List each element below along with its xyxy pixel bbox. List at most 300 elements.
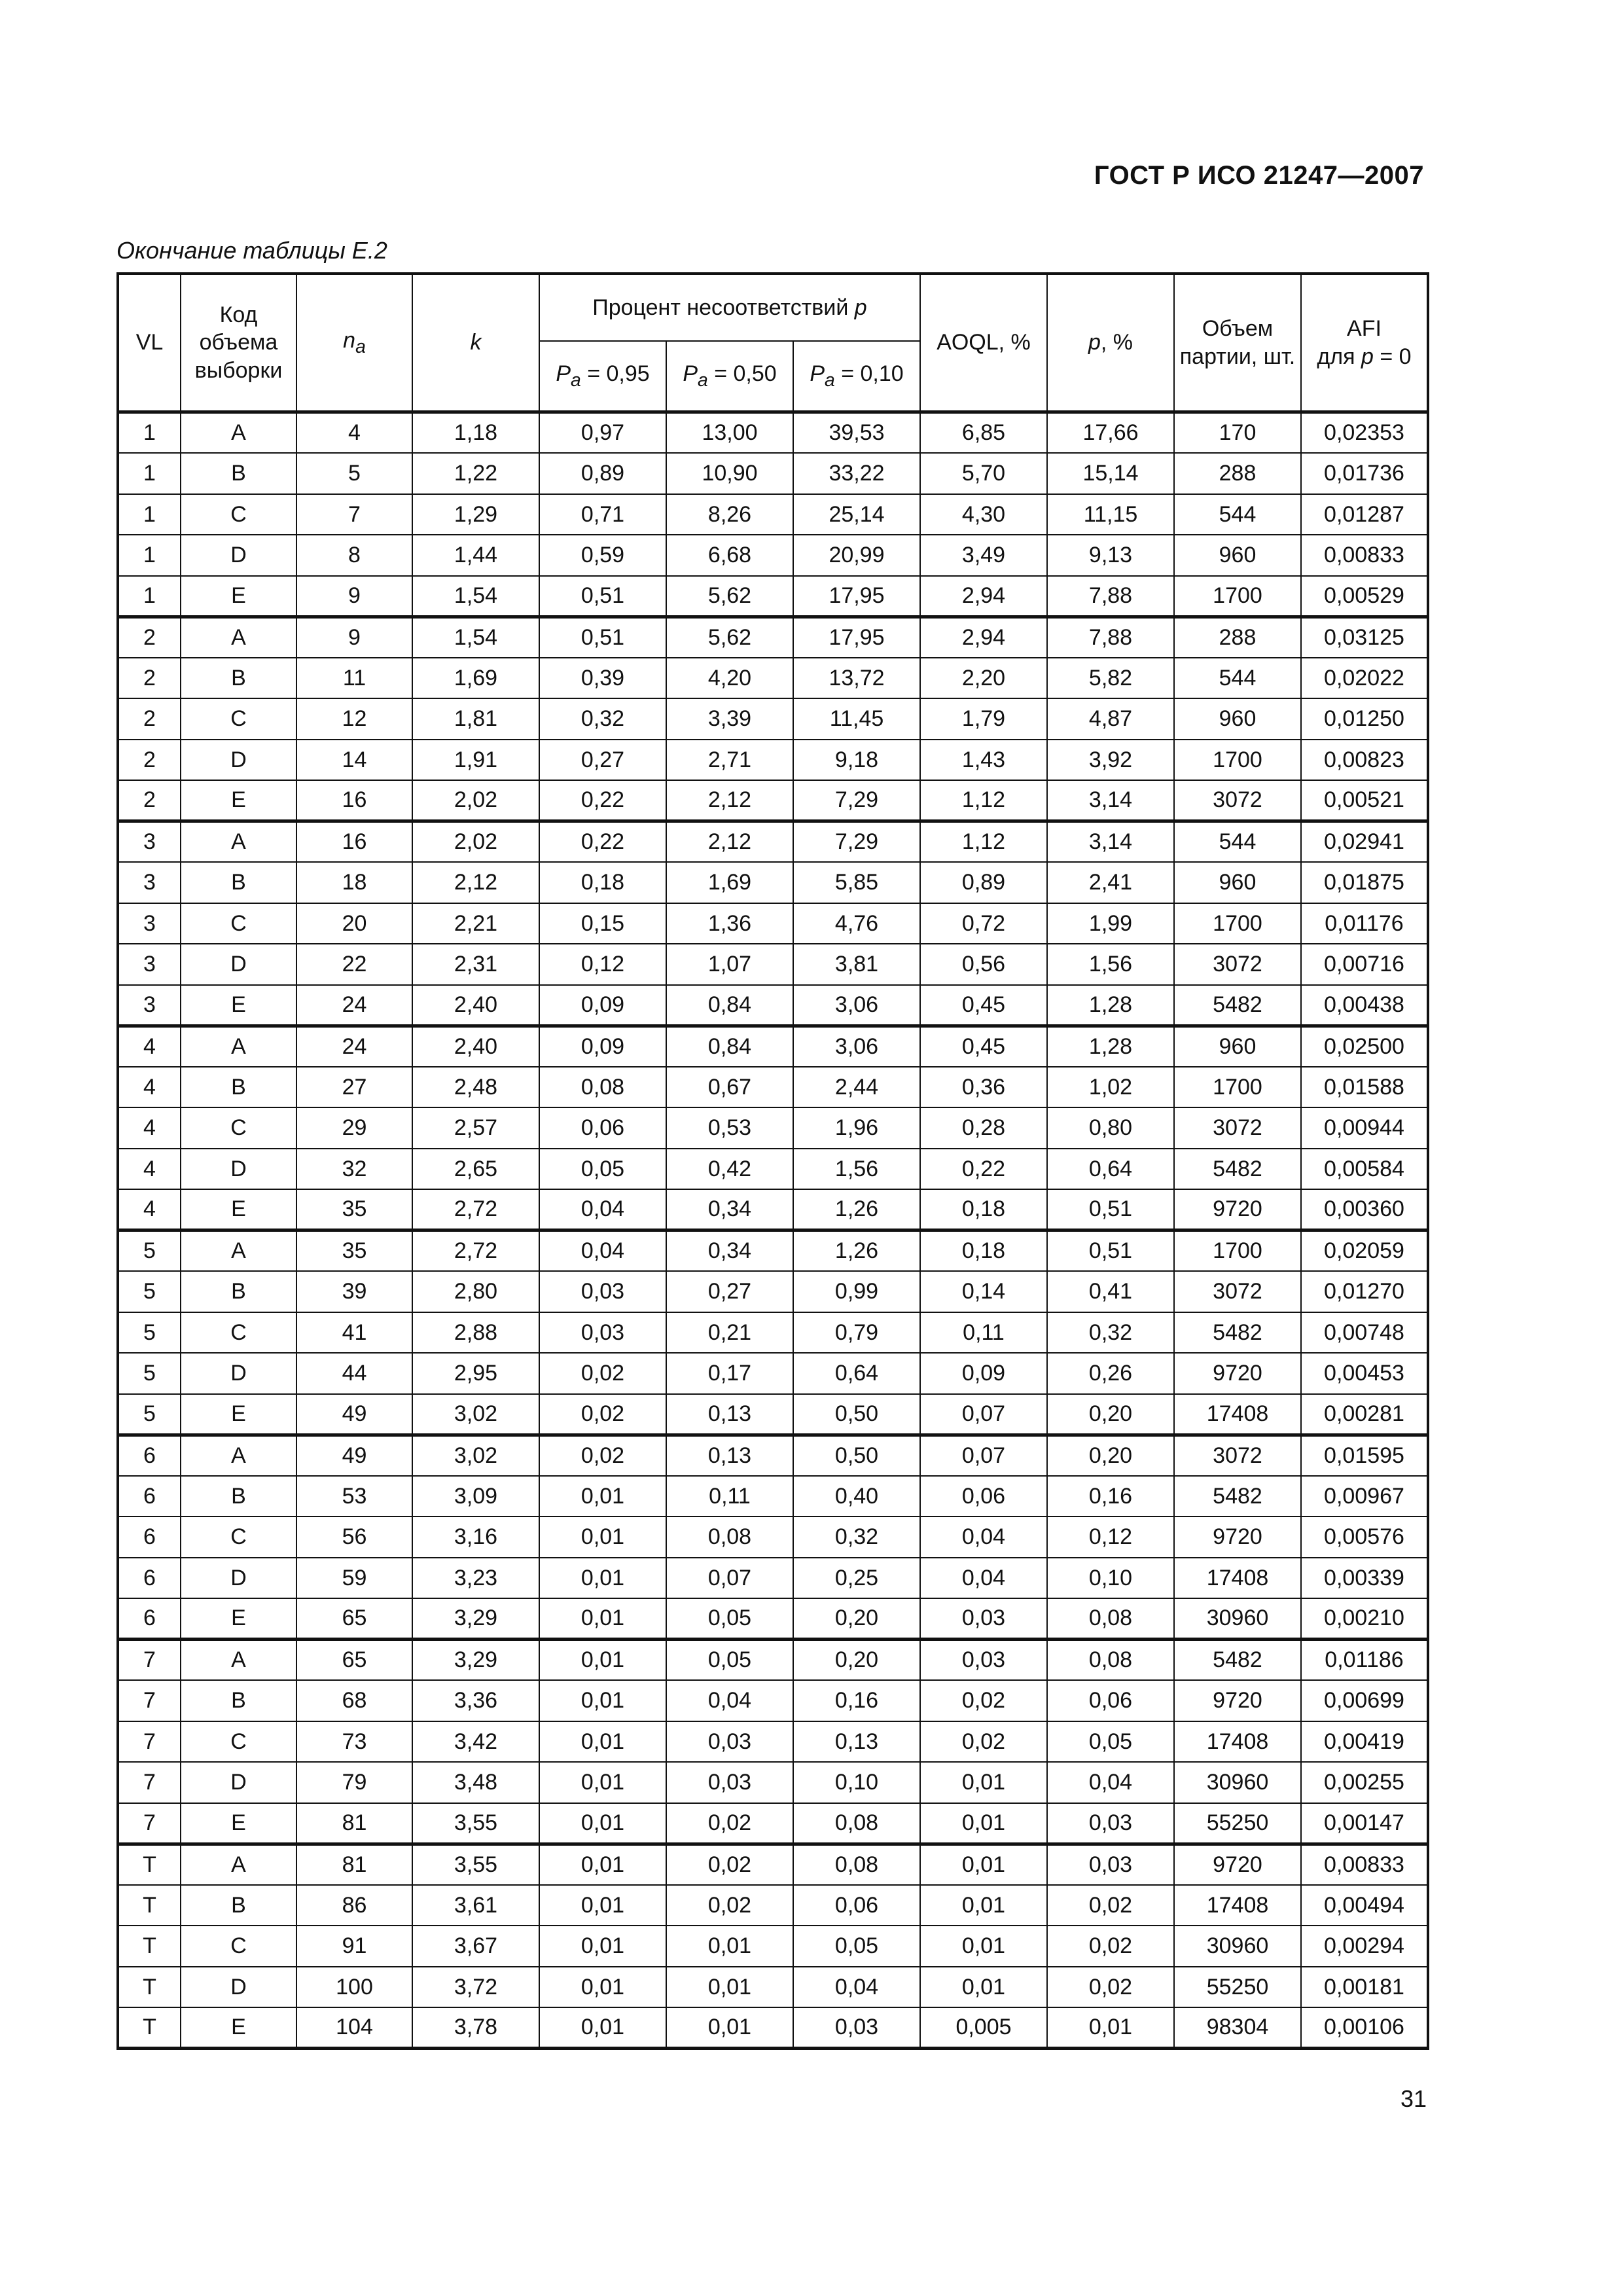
pa050-cell: 2,12 [666, 821, 793, 863]
k-cell: 2,48 [412, 1067, 539, 1108]
code-cell: B [181, 1271, 296, 1312]
pa095-cell: 0,03 [539, 1271, 666, 1312]
pa050-cell: 0,01 [666, 1926, 793, 1967]
pa095-cell: 0,04 [539, 1189, 666, 1230]
code-cell: D [181, 1149, 296, 1190]
na-cell: 29 [296, 1107, 412, 1149]
pa095-cell: 0,02 [539, 1394, 666, 1435]
table-row [118, 1189, 1428, 1230]
header-sample-code: Код объема выборки [181, 274, 296, 412]
lot-size-cell: 1700 [1174, 903, 1301, 944]
vl-cell: 6 [118, 1598, 181, 1640]
code-cell: A [181, 412, 296, 454]
afi-cell: 0,00438 [1301, 985, 1428, 1026]
na-cell: 65 [296, 1598, 412, 1640]
afi-cell: 0,01270 [1301, 1271, 1428, 1312]
lot-size-cell: 3072 [1174, 1271, 1301, 1312]
pa050-cell: 0,03 [666, 1721, 793, 1763]
pa010-cell: 7,29 [793, 821, 920, 863]
pa050-cell: 1,07 [666, 944, 793, 985]
aoql-cell: 0,45 [920, 985, 1047, 1026]
pa095-cell: 0,01 [539, 1926, 666, 1967]
lot-size-cell: 17408 [1174, 1394, 1301, 1435]
k-cell: 3,29 [412, 1598, 539, 1640]
table-row [118, 1516, 1428, 1558]
aoql-cell: 2,94 [920, 617, 1047, 658]
k-cell: 2,80 [412, 1271, 539, 1312]
header-pa-095: $P_a = 0,95$ [539, 341, 666, 412]
aoql-cell: 0,11 [920, 1312, 1047, 1354]
pa010-cell: 0,10 [793, 1762, 920, 1803]
vl-cell: 4 [118, 1107, 181, 1149]
p-percent-cell: 15,14 [1047, 453, 1174, 494]
lot-size-cell: 3072 [1174, 944, 1301, 985]
pa050-cell: 0,02 [666, 1844, 793, 1885]
vl-cell: 6 [118, 1435, 181, 1476]
pa010-cell: 0,16 [793, 1680, 920, 1721]
k-cell: 2,40 [412, 1026, 539, 1067]
pa050-cell: 0,17 [666, 1353, 793, 1394]
pa095-cell: 0,01 [539, 1476, 666, 1517]
lot-size-cell: 960 [1174, 1026, 1301, 1067]
afi-cell: 0,00106 [1301, 2007, 1428, 2049]
pa010-cell: 2,44 [793, 1067, 920, 1108]
header-pa-010: $P_a = 0,10$ [793, 341, 920, 412]
lot-size-cell: 30960 [1174, 1762, 1301, 1803]
pa050-cell: 0,21 [666, 1312, 793, 1354]
k-cell: 2,65 [412, 1149, 539, 1190]
lot-size-cell: 288 [1174, 453, 1301, 494]
pa010-cell: 0,20 [793, 1640, 920, 1681]
afi-cell: 0,02059 [1301, 1230, 1428, 1272]
pa050-cell: 4,20 [666, 658, 793, 699]
vl-cell: 7 [118, 1680, 181, 1721]
pa010-cell: 0,08 [793, 1803, 920, 1844]
lot-size-cell: 17408 [1174, 1721, 1301, 1763]
pa050-cell: 0,02 [666, 1885, 793, 1926]
aoql-cell: 0,01 [920, 1803, 1047, 1844]
p-percent-cell: 0,41 [1047, 1271, 1174, 1312]
lot-size-cell: 960 [1174, 535, 1301, 576]
vl-cell: 2 [118, 780, 181, 821]
pa095-cell: 0,27 [539, 740, 666, 781]
vl-cell: 3 [118, 944, 181, 985]
pa095-cell: 0,06 [539, 1107, 666, 1149]
code-cell: E [181, 1189, 296, 1230]
na-cell: 44 [296, 1353, 412, 1394]
lot-size-cell: 170 [1174, 412, 1301, 454]
p-percent-cell: 0,20 [1047, 1394, 1174, 1435]
p-percent-cell: 1,56 [1047, 944, 1174, 985]
na-cell: 59 [296, 1558, 412, 1599]
pa050-cell: 0,42 [666, 1149, 793, 1190]
table-row [118, 862, 1428, 903]
lot-size-cell: 55250 [1174, 1967, 1301, 2008]
aoql-cell: 4,30 [920, 494, 1047, 535]
aoql-cell: 0,09 [920, 1353, 1047, 1394]
vl-cell: 1 [118, 494, 181, 535]
pa010-cell: 9,18 [793, 740, 920, 781]
table-row [118, 985, 1428, 1026]
aoql-cell: 0,22 [920, 1149, 1047, 1190]
p-percent-cell: 17,66 [1047, 412, 1174, 454]
pa095-cell: 0,39 [539, 658, 666, 699]
aoql-cell: 0,02 [920, 1680, 1047, 1721]
table-row [118, 1149, 1428, 1190]
k-cell: 3,02 [412, 1394, 539, 1435]
aoql-cell: 0,14 [920, 1271, 1047, 1312]
code-cell: C [181, 1721, 296, 1763]
na-cell: 68 [296, 1680, 412, 1721]
aoql-cell: 0,18 [920, 1189, 1047, 1230]
table-row [118, 780, 1428, 821]
afi-cell: 0,00453 [1301, 1353, 1428, 1394]
vl-cell: 2 [118, 617, 181, 658]
code-cell: C [181, 698, 296, 740]
k-cell: 3,48 [412, 1762, 539, 1803]
na-cell: 56 [296, 1516, 412, 1558]
pa050-cell: 1,36 [666, 903, 793, 944]
afi-cell: 0,00967 [1301, 1476, 1428, 1517]
afi-cell: 0,00576 [1301, 1516, 1428, 1558]
aoql-cell: 1,12 [920, 821, 1047, 863]
afi-cell: 0,01176 [1301, 903, 1428, 944]
k-cell: 3,36 [412, 1680, 539, 1721]
k-cell: 2,72 [412, 1230, 539, 1272]
vl-cell: T [118, 1844, 181, 1885]
p-percent-cell: 0,16 [1047, 1476, 1174, 1517]
k-cell: 2,40 [412, 985, 539, 1026]
p-percent-cell: 0,05 [1047, 1721, 1174, 1763]
k-cell: 2,12 [412, 862, 539, 903]
lot-size-cell: 30960 [1174, 1598, 1301, 1640]
header-afi: AFI для p = 0 [1301, 274, 1428, 412]
pa095-cell: 0,22 [539, 821, 666, 863]
afi-cell: 0,02353 [1301, 412, 1428, 454]
pa095-cell: 0,01 [539, 1967, 666, 2008]
lot-size-cell: 3072 [1174, 1435, 1301, 1476]
na-cell: 35 [296, 1230, 412, 1272]
table-row [118, 576, 1428, 617]
lot-size-cell: 544 [1174, 821, 1301, 863]
pa095-cell: 0,03 [539, 1312, 666, 1354]
pa050-cell: 0,03 [666, 1762, 793, 1803]
vl-cell: 4 [118, 1189, 181, 1230]
p-percent-cell: 9,13 [1047, 535, 1174, 576]
pa010-cell: 0,64 [793, 1353, 920, 1394]
vl-cell: 2 [118, 698, 181, 740]
aoql-cell: 0,72 [920, 903, 1047, 944]
code-cell: A [181, 1026, 296, 1067]
aoql-cell: 0,01 [920, 1967, 1047, 2008]
pa050-cell: 1,69 [666, 862, 793, 903]
page-number: 31 [1400, 2085, 1427, 2112]
k-cell: 1,18 [412, 412, 539, 454]
lot-size-cell: 1700 [1174, 576, 1301, 617]
aoql-cell: 0,04 [920, 1558, 1047, 1599]
lot-size-cell: 55250 [1174, 1803, 1301, 1844]
afi-cell: 0,00419 [1301, 1721, 1428, 1763]
p-percent-cell: 0,51 [1047, 1189, 1174, 1230]
code-cell: A [181, 1640, 296, 1681]
p-percent-cell: 0,02 [1047, 1926, 1174, 1967]
vl-cell: 7 [118, 1721, 181, 1763]
table-row [118, 1926, 1428, 1967]
aoql-cell: 0,01 [920, 1844, 1047, 1885]
na-cell: 5 [296, 453, 412, 494]
afi-cell: 0,00339 [1301, 1558, 1428, 1599]
pa010-cell: 0,13 [793, 1721, 920, 1763]
aoql-cell: 0,89 [920, 862, 1047, 903]
k-cell: 2,57 [412, 1107, 539, 1149]
afi-cell: 0,03125 [1301, 617, 1428, 658]
na-cell: 11 [296, 658, 412, 699]
code-cell: B [181, 453, 296, 494]
na-cell: 49 [296, 1435, 412, 1476]
vl-cell: 5 [118, 1312, 181, 1354]
vl-cell: T [118, 1926, 181, 1967]
na-cell: 22 [296, 944, 412, 985]
table-row [118, 412, 1428, 454]
pa095-cell: 0,04 [539, 1230, 666, 1272]
table-row [118, 535, 1428, 576]
table-row [118, 1885, 1428, 1926]
lot-size-cell: 1700 [1174, 740, 1301, 781]
header-na: $n_a$ [296, 274, 412, 412]
aoql-cell: 1,43 [920, 740, 1047, 781]
vl-cell: 6 [118, 1558, 181, 1599]
k-cell: 2,02 [412, 821, 539, 863]
lot-size-cell: 3072 [1174, 1107, 1301, 1149]
lot-size-cell: 30960 [1174, 1926, 1301, 1967]
afi-cell: 0,01595 [1301, 1435, 1428, 1476]
pa095-cell: 0,32 [539, 698, 666, 740]
p-percent-cell: 5,82 [1047, 658, 1174, 699]
k-cell: 3,23 [412, 1558, 539, 1599]
na-cell: 16 [296, 821, 412, 863]
k-cell: 3,09 [412, 1476, 539, 1517]
pa010-cell: 17,95 [793, 617, 920, 658]
afi-cell: 0,00494 [1301, 1885, 1428, 1926]
pa010-cell: 0,25 [793, 1558, 920, 1599]
na-cell: 7 [296, 494, 412, 535]
pa095-cell: 0,71 [539, 494, 666, 535]
pa010-cell: 1,26 [793, 1230, 920, 1272]
vl-cell: 1 [118, 576, 181, 617]
aoql-cell: 0,005 [920, 2007, 1047, 2049]
p-percent-cell: 0,51 [1047, 1230, 1174, 1272]
k-cell: 1,54 [412, 617, 539, 658]
table-row [118, 1803, 1428, 1844]
pa095-cell: 0,01 [539, 1558, 666, 1599]
afi-cell: 0,01186 [1301, 1640, 1428, 1681]
afi-cell: 0,00529 [1301, 576, 1428, 617]
vl-cell: 7 [118, 1803, 181, 1844]
na-cell: 9 [296, 617, 412, 658]
table-row [118, 1026, 1428, 1067]
pa010-cell: 17,95 [793, 576, 920, 617]
pa050-cell: 13,00 [666, 412, 793, 454]
code-cell: E [181, 1803, 296, 1844]
aoql-cell: 3,49 [920, 535, 1047, 576]
code-cell: E [181, 1598, 296, 1640]
pa010-cell: 0,50 [793, 1394, 920, 1435]
lot-size-cell: 17408 [1174, 1558, 1301, 1599]
pa095-cell: 0,01 [539, 1516, 666, 1558]
pa095-cell: 0,02 [539, 1435, 666, 1476]
na-cell: 86 [296, 1885, 412, 1926]
afi-cell: 0,00944 [1301, 1107, 1428, 1149]
pa095-cell: 0,01 [539, 1844, 666, 1885]
aoql-cell: 2,94 [920, 576, 1047, 617]
vl-cell: 3 [118, 821, 181, 863]
pa095-cell: 0,01 [539, 1762, 666, 1803]
na-cell: 65 [296, 1640, 412, 1681]
table-row [118, 1967, 1428, 2008]
k-cell: 3,16 [412, 1516, 539, 1558]
p-percent-cell: 0,26 [1047, 1353, 1174, 1394]
na-cell: 73 [296, 1721, 412, 1763]
code-cell: B [181, 658, 296, 699]
pa010-cell: 1,56 [793, 1149, 920, 1190]
code-cell: B [181, 1067, 296, 1108]
lot-size-cell: 544 [1174, 658, 1301, 699]
afi-cell: 0,00833 [1301, 1844, 1428, 1885]
table-row [118, 1598, 1428, 1640]
afi-cell: 0,00281 [1301, 1394, 1428, 1435]
p-percent-cell: 0,20 [1047, 1435, 1174, 1476]
document-header: ГОСТ Р ИСО 21247—2007 [1094, 161, 1424, 190]
na-cell: 27 [296, 1067, 412, 1108]
aoql-cell: 0,45 [920, 1026, 1047, 1067]
sampling-plan-table [116, 272, 1429, 2050]
code-cell: C [181, 1926, 296, 1967]
code-cell: A [181, 617, 296, 658]
table-row [118, 1107, 1428, 1149]
p-percent-cell: 0,01 [1047, 2007, 1174, 2049]
k-cell: 1,69 [412, 658, 539, 699]
pa050-cell: 0,02 [666, 1803, 793, 1844]
p-percent-cell: 7,88 [1047, 576, 1174, 617]
pa095-cell: 0,08 [539, 1067, 666, 1108]
code-cell: D [181, 1353, 296, 1394]
na-cell: 100 [296, 1967, 412, 2008]
vl-cell: 6 [118, 1476, 181, 1517]
pa010-cell: 0,05 [793, 1926, 920, 1967]
aoql-cell: 0,01 [920, 1885, 1047, 1926]
pa095-cell: 0,01 [539, 1803, 666, 1844]
pa010-cell: 0,50 [793, 1435, 920, 1476]
p-percent-cell: 0,08 [1047, 1640, 1174, 1681]
lot-size-cell: 5482 [1174, 1149, 1301, 1190]
p-percent-cell: 1,28 [1047, 985, 1174, 1026]
pa095-cell: 0,09 [539, 1026, 666, 1067]
pa010-cell: 0,99 [793, 1271, 920, 1312]
pa050-cell: 0,07 [666, 1558, 793, 1599]
aoql-cell: 0,01 [920, 1762, 1047, 1803]
code-cell: A [181, 1844, 296, 1885]
k-cell: 2,02 [412, 780, 539, 821]
pa050-cell: 0,11 [666, 1476, 793, 1517]
aoql-cell: 0,04 [920, 1516, 1047, 1558]
header-aoql: AOQL, % [920, 274, 1047, 412]
k-cell: 3,72 [412, 1967, 539, 2008]
code-cell: C [181, 1107, 296, 1149]
p-percent-cell: 0,80 [1047, 1107, 1174, 1149]
header-p-percent: p, % [1047, 274, 1174, 412]
code-cell: E [181, 576, 296, 617]
aoql-cell: 0,07 [920, 1394, 1047, 1435]
afi-cell: 0,00294 [1301, 1926, 1428, 1967]
afi-cell: 0,00584 [1301, 1149, 1428, 1190]
p-percent-cell: 0,06 [1047, 1680, 1174, 1721]
afi-cell: 0,00833 [1301, 535, 1428, 576]
na-cell: 8 [296, 535, 412, 576]
pa050-cell: 0,34 [666, 1189, 793, 1230]
k-cell: 3,78 [412, 2007, 539, 2049]
pa050-cell: 2,12 [666, 780, 793, 821]
na-cell: 20 [296, 903, 412, 944]
lot-size-cell: 9720 [1174, 1844, 1301, 1885]
na-cell: 81 [296, 1803, 412, 1844]
k-cell: 2,72 [412, 1189, 539, 1230]
header-vl: VL [118, 274, 181, 412]
pa010-cell: 0,03 [793, 2007, 920, 2049]
p-percent-cell: 0,64 [1047, 1149, 1174, 1190]
table-row [118, 1230, 1428, 1272]
pa010-cell: 0,04 [793, 1967, 920, 2008]
table-row [118, 903, 1428, 944]
pa095-cell: 0,05 [539, 1149, 666, 1190]
lot-size-cell: 9720 [1174, 1353, 1301, 1394]
pa010-cell: 13,72 [793, 658, 920, 699]
header-k: k [412, 274, 539, 412]
vl-cell: 1 [118, 535, 181, 576]
pa010-cell: 0,06 [793, 1885, 920, 1926]
lot-size-cell: 960 [1174, 862, 1301, 903]
pa010-cell: 20,99 [793, 535, 920, 576]
p-percent-cell: 1,99 [1047, 903, 1174, 944]
code-cell: D [181, 944, 296, 985]
aoql-cell: 0,03 [920, 1640, 1047, 1681]
afi-cell: 0,00181 [1301, 1967, 1428, 2008]
vl-cell: 7 [118, 1640, 181, 1681]
pa095-cell: 0,12 [539, 944, 666, 985]
code-cell: E [181, 2007, 296, 2049]
pa050-cell: 0,05 [666, 1640, 793, 1681]
p-percent-cell: 0,10 [1047, 1558, 1174, 1599]
code-cell: B [181, 1680, 296, 1721]
lot-size-cell: 5482 [1174, 1640, 1301, 1681]
code-cell: E [181, 780, 296, 821]
na-cell: 79 [296, 1762, 412, 1803]
p-percent-cell: 1,02 [1047, 1067, 1174, 1108]
aoql-cell: 0,02 [920, 1721, 1047, 1763]
p-percent-cell: 4,87 [1047, 698, 1174, 740]
vl-cell: 5 [118, 1394, 181, 1435]
pa050-cell: 0,01 [666, 2007, 793, 2049]
k-cell: 2,21 [412, 903, 539, 944]
table-row [118, 1640, 1428, 1681]
table-row [118, 1394, 1428, 1435]
code-cell: D [181, 1762, 296, 1803]
table-row [118, 1353, 1428, 1394]
vl-cell: 3 [118, 862, 181, 903]
afi-cell: 0,00716 [1301, 944, 1428, 985]
pa095-cell: 0,15 [539, 903, 666, 944]
na-cell: 49 [296, 1394, 412, 1435]
pa050-cell: 0,13 [666, 1435, 793, 1476]
